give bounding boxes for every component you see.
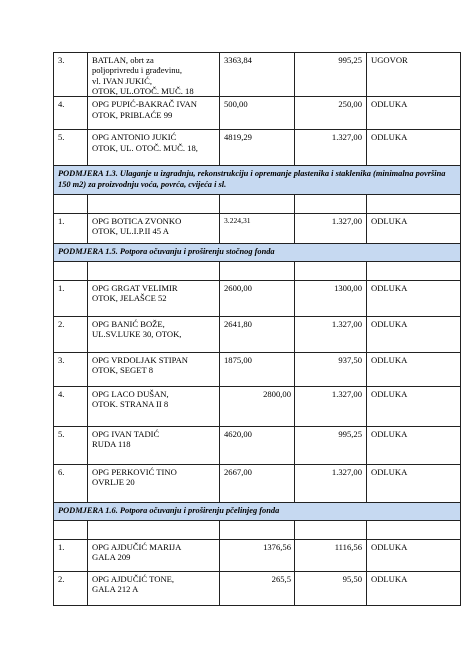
amount-approved <box>295 130 367 166</box>
amount-approved <box>295 214 367 244</box>
amount-total-text: 265,5 <box>271 573 291 584</box>
document-type-text: ODLUKA <box>371 99 408 110</box>
amount-total-text: 1376,56 <box>263 541 291 552</box>
spacer-cell <box>295 262 367 281</box>
amount-total-text: 500,00 <box>224 99 248 110</box>
document-type-text: ODLUKA <box>371 467 408 478</box>
beneficiary-name <box>88 539 220 571</box>
document-type-text: ODLUKA <box>371 319 408 330</box>
amount-total <box>220 214 295 244</box>
document-type-text: ODLUKA <box>371 541 408 552</box>
spacer-cell <box>295 520 367 539</box>
section-title: PODMJERA 1.5. Potpora očuvanju i proširenju stočnog fonda <box>54 244 461 262</box>
row-number-text: 1. <box>58 216 65 227</box>
row-number <box>54 53 88 97</box>
amount-approved <box>295 427 367 465</box>
spacer-cell <box>88 195 220 214</box>
amount-approved <box>295 387 367 427</box>
spacer-cell <box>220 195 295 214</box>
amount-approved-text: 1.327,00 <box>331 216 362 227</box>
spacer-cell <box>367 520 461 539</box>
amount-approved <box>295 317 367 353</box>
spacer-row <box>54 520 461 539</box>
grants-table <box>53 52 461 606</box>
row-number <box>54 539 88 571</box>
document-type-text: ODLUKA <box>371 389 408 400</box>
spacer-cell <box>220 262 295 281</box>
amount-total <box>220 281 295 317</box>
beneficiary-name <box>88 97 220 130</box>
beneficiary-name <box>88 130 220 166</box>
amount-approved <box>295 97 367 130</box>
document-type <box>367 571 461 605</box>
amount-total-text: 4620,00 <box>224 429 252 440</box>
amount-total-text: 2667,00 <box>224 467 252 478</box>
amount-approved-text: 995,25 <box>338 55 362 65</box>
spacer-row <box>54 195 461 214</box>
amount-approved-text: 95,50 <box>342 573 362 584</box>
beneficiary-name-text: OPG VRDOLJAK STIPAN OTOK, SEGET 8 <box>92 355 188 376</box>
row-number-text: 4. <box>58 99 65 110</box>
amount-total <box>220 53 295 97</box>
table-row <box>54 465 461 503</box>
spacer-cell <box>88 520 220 539</box>
row-number-text: 3. <box>58 55 65 65</box>
document-type-text: ODLUKA <box>371 283 408 294</box>
row-number-text: 5. <box>58 429 65 440</box>
beneficiary-name-text: OPG ANTONIO JUKIĆ OTOK, UL. OTOČ. MUČ. 18, <box>92 132 198 153</box>
beneficiary-name-text: OPG AJDUČIĆ MARIJA GALA 209 <box>92 541 182 563</box>
amount-total-text: 2800,00 <box>263 389 291 400</box>
row-number <box>54 130 88 166</box>
amount-approved <box>295 539 367 571</box>
beneficiary-name-text: OPG BOTICA ZVONKO OTOK, UL.I.P.II 45 A <box>92 216 182 237</box>
document-type <box>367 427 461 465</box>
spacer-cell <box>54 520 88 539</box>
row-number <box>54 317 88 353</box>
section-header <box>54 244 461 262</box>
beneficiary-name <box>88 353 220 387</box>
spacer-cell <box>367 195 461 214</box>
row-number <box>54 281 88 317</box>
spacer-cell <box>54 262 88 281</box>
document-type-text: ODLUKA <box>371 216 408 227</box>
table-row <box>54 130 461 166</box>
section-title: PODMJERA 1.6. Potpora očuvanju i proširenju pčelinjeg fonda <box>54 503 461 521</box>
row-number-text: 3. <box>58 355 65 366</box>
amount-total <box>220 427 295 465</box>
row-number <box>54 465 88 503</box>
document-type <box>367 387 461 427</box>
table-row <box>54 427 461 465</box>
beneficiary-name <box>88 427 220 465</box>
document-type-text: ODLUKA <box>371 429 408 440</box>
amount-approved-text: 1.327,00 <box>331 389 362 400</box>
amount-total-text: 4819,29 <box>224 132 252 143</box>
table-row <box>54 317 461 353</box>
beneficiary-name <box>88 214 220 244</box>
beneficiary-name <box>88 317 220 353</box>
section-header <box>54 166 461 195</box>
amount-total-text: 3363,84 <box>224 55 252 65</box>
table-row <box>54 97 461 130</box>
row-number-text: 4. <box>58 389 65 400</box>
row-number <box>54 427 88 465</box>
table-row <box>54 387 461 427</box>
amount-total-text: 2641,80 <box>224 319 252 330</box>
document-type <box>367 465 461 503</box>
amount-total <box>220 97 295 130</box>
row-number <box>54 97 88 130</box>
amount-approved <box>295 281 367 317</box>
document-type <box>367 130 461 166</box>
table-row <box>54 53 461 97</box>
document-type-text: UGOVOR <box>371 55 408 65</box>
document-type-text: ODLUKA <box>371 132 408 143</box>
beneficiary-name-text: OPG AJDUČIĆ TONE, GALA 212 A <box>92 573 175 595</box>
spacer-row <box>54 262 461 281</box>
row-number <box>54 214 88 244</box>
amount-total <box>220 465 295 503</box>
spacer-cell <box>88 262 220 281</box>
amount-total <box>220 353 295 387</box>
section-title: PODMJERA 1.3. Ulaganje u izgradnju, rekonstrukciju i opremanje plastenika i staklenika (minimalna površina 150 m2) za proizvodnju voća, povrća, cvijeća i sl. <box>54 166 461 195</box>
row-number-text: 5. <box>58 132 65 143</box>
table-row <box>54 539 461 571</box>
document-type-text: ODLUKA <box>371 573 408 584</box>
document-type <box>367 317 461 353</box>
amount-approved-text: 937,50 <box>338 355 362 366</box>
beneficiary-name-text: OPG PERKOVIĆ TINO OVRLJE 20 <box>92 467 177 488</box>
amount-total <box>220 387 295 427</box>
row-number-text: 1. <box>58 283 65 294</box>
spacer-cell <box>54 195 88 214</box>
beneficiary-name-text: OPG LACO DUŠAN, OTOK. STRANA II 8 <box>92 389 169 410</box>
beneficiary-name-text: BATLAN, obrt za poljoprivredu i građevinu, vl. IVAN JUKIĆ, OTOK, UL.OTOČ. MUČ. 18 <box>92 55 194 96</box>
document-type <box>367 214 461 244</box>
beneficiary-name <box>88 281 220 317</box>
amount-approved-text: 250,00 <box>338 99 362 110</box>
row-number-text: 6. <box>58 467 65 478</box>
section-header <box>54 503 461 521</box>
table-row <box>54 214 461 244</box>
row-number <box>54 387 88 427</box>
beneficiary-name <box>88 465 220 503</box>
document-type <box>367 53 461 97</box>
table-row <box>54 571 461 605</box>
amount-approved <box>295 353 367 387</box>
amount-approved-text: 1.327,00 <box>331 132 362 143</box>
amount-approved-text: 995,25 <box>338 429 362 440</box>
table-row <box>54 353 461 387</box>
amount-total <box>220 571 295 605</box>
amount-approved-text: 1116,56 <box>334 541 362 552</box>
document-type <box>367 281 461 317</box>
spacer-cell <box>295 195 367 214</box>
beneficiary-name <box>88 53 220 97</box>
row-number-text: 2. <box>58 573 65 584</box>
amount-approved-text: 1300,00 <box>334 283 362 294</box>
row-number <box>54 571 88 605</box>
amount-approved <box>295 465 367 503</box>
amount-total-text: 3.224,31 <box>224 216 251 226</box>
amount-approved-text: 1.327,00 <box>331 467 362 478</box>
amount-total <box>220 539 295 571</box>
row-number <box>54 353 88 387</box>
beneficiary-name-text: OPG IVAN TADIĆ RUDA 118 <box>92 429 160 450</box>
row-number-text: 2. <box>58 319 65 330</box>
amount-approved <box>295 53 367 97</box>
document-type <box>367 97 461 130</box>
amount-approved-text: 1.327,00 <box>331 319 362 330</box>
beneficiary-name <box>88 571 220 605</box>
document-type <box>367 353 461 387</box>
amount-total <box>220 130 295 166</box>
table-row <box>54 281 461 317</box>
amount-approved <box>295 571 367 605</box>
spacer-cell <box>220 520 295 539</box>
amount-total-text: 1875,00 <box>224 355 252 366</box>
amount-total <box>220 317 295 353</box>
spacer-cell <box>367 262 461 281</box>
amount-total-text: 2600,00 <box>224 283 252 294</box>
document-type-text: ODLUKA <box>371 355 408 366</box>
beneficiary-name-text: OPG BANIĆ BOŽE, UL.SV.LUKE 30, OTOK, <box>92 319 182 340</box>
document-type <box>367 539 461 571</box>
beneficiary-name-text: OPG PUPIĆ-BAKRAČ IVAN OTOK, PRIBLAĆE 99 <box>92 99 197 120</box>
row-number-text: 1. <box>58 541 65 552</box>
beneficiary-name-text: OPG GRGAT VELIMIR OTOK, JELAŠCE 52 <box>92 283 178 304</box>
beneficiary-name <box>88 387 220 427</box>
